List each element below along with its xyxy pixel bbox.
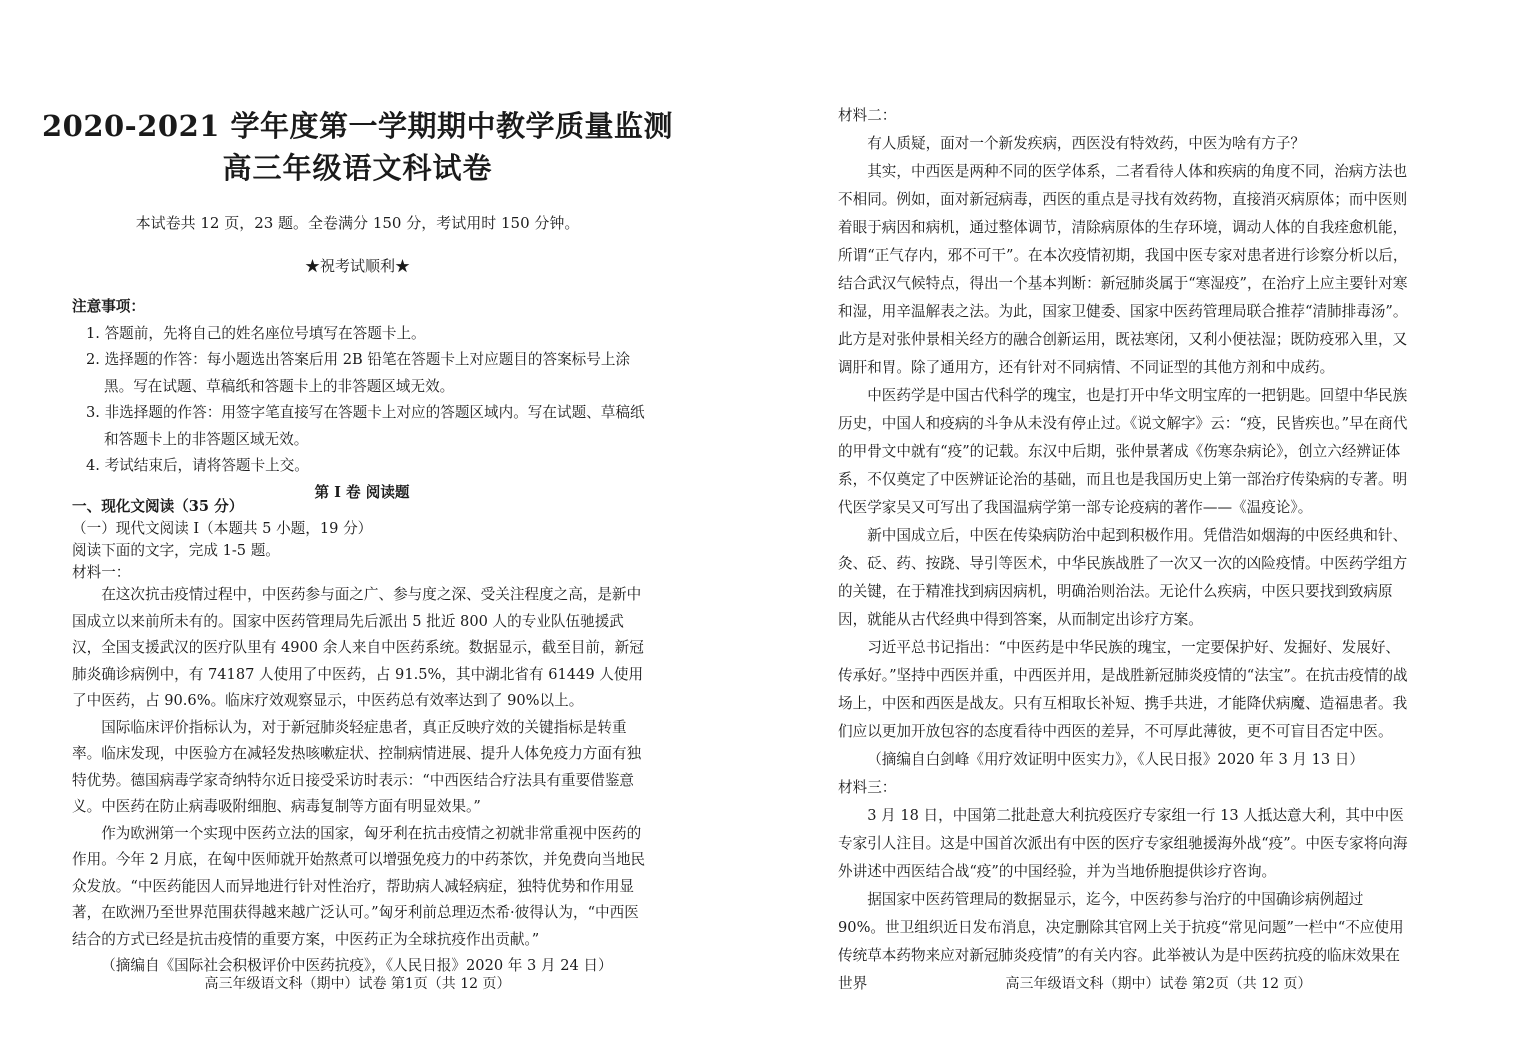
material-2-paragraph: 中医药学是中国古代科学的瑰宝，也是打开中华文明宝库的一把钥匙。回望中华民族历史，中国人和疫病的斗争从未没有停止过。《说文解字》云：“疫，民皆疾也。”早在商代的甲骨文中就有“疫”的记载。东汉中后期，张仲景著成《伤寒杂病论》，创立六经辨证体系，不仅奠定了中医辨证论治的基础，而且也是我国历史上第一部治疗传染病的专著。明代医学家吴又可写出了我国温病学第一部专论疫病的著作——《温疫论》。 — [838, 387, 1408, 516]
notice-block — [72, 294, 652, 506]
section-heading: 一、现化文阅读（35 分） — [72, 498, 244, 515]
material-1-body — [72, 582, 652, 980]
page-footer-2: 高三年级语文科（期中）试卷 第2页（共 12 页） — [1005, 976, 1312, 992]
material-1-paragraph: 在这次抗击疫情过程中，中医药参与面之广、参与度之深、受关注程度之高，是新中国成立以来前所未有的。国家中医药管理局先后派出 5 批近 800 人的专业队伍驰援武汉，全国支援武汉的医疗队里有 4900 余人来自中医药系统。数据显示，截至目前，新冠肺炎确诊病例中，有 74187 人使用了中医药，占 91.5%，其中湖北省有 61449 人使用了中医药，占 90.6%。临床疗效观察显示，中医药总有效率达到了 90%以上。 — [72, 586, 644, 709]
material-2-label: 材料二： — [838, 107, 897, 124]
material-1-paragraph: 作为欧洲第一个实现中医药立法的国家，匈牙利在抗击疫情之初就非常重视中医药的作用。今年 2 月底，在匈中医师就开始熬煮可以增强免疫力的中药茶饮，并免费向当地民众发放。“中医药能因人而异地进行针对性治疗，帮助病人减轻病症，独特优势和作用显著，在欧洲乃至世界范围获得越来越广泛认可。”匈牙利前总理迈杰希·彼得认为，“中西医结合的方式已经是抗击疫情的重要方案，中医药正为全球抗疫作出贡献。” — [72, 824, 646, 948]
material-2-paragraph: 新中国成立后，中医在传染病防治中起到积极作用。凭借浩如烟海的中医经典和针、灸、砭、药、按跷、导引等医术，中华民族战胜了一次又一次的凶险疫情。中医药学组方的关键，在于精准找到病因病机，明确治则治法。无论什么疾病，中医只要找到致病原因，就能从古代经典中得到答案，从而制定出诊疗方案。 — [838, 527, 1408, 628]
material-2-body — [838, 102, 1413, 998]
material-2-paragraph: 有人质疑，面对一个新发疾病，西医没有特效药，中医为啥有方子？ — [867, 135, 1306, 152]
material-1-paragraph: 国际临床评价指标认为，对于新冠肺炎轻症患者，真正反映疗效的关键指标是转重率。临床发现，中医验方在减轻发热咳嗽症状、控制病情进展、提升人体免疫力方面有独特优势。德国病毒学家奇纳特尔近日接受采访时表示：“中西医结合疗法具有重要借鉴意义。中医药在防止病毒吸附细胞、病毒复制等方面有明显效果。” — [72, 718, 642, 815]
material-2-paragraph: 习近平总书记指出：“中医药是中华民族的瑰宝，一定要保护好、发掘好、发展好、传承好。”坚持中西医并重，中西医并用，是战胜新冠肺炎疫情的“法宝”。在抗击疫情的战场上，中医和西医是战友。只有互相取长补短、携手共进，才能降伏病魔、造福患者。我们应以更加开放包容的态度看待中西医的差异，不可厚此薄彼，更不可盲目否定中医。 — [838, 639, 1408, 740]
material-2-source: （摘编自白剑峰《用疗效证明中医实力》，《人民日报》2020 年 3 月 13 日） — [867, 751, 1364, 768]
exam-title-line1: 2020-2021 学年度第一学期期中教学质量监测 — [41, 109, 674, 143]
notice-item-4: 4. 考试结束后，请将答题卡上交。 — [86, 457, 309, 474]
exam-info: 本试卷共 12 页，23 题。全卷满分 150 分，考试用时 150 分钟。 — [135, 214, 580, 232]
left-page — [0, 0, 715, 1053]
material-3-label: 材料三： — [838, 779, 897, 796]
notice-heading: 注意事项： — [72, 298, 145, 315]
material-2-paragraph: 其实，中西医是两种不同的医学体系，二者看待人体和疾病的角度不同，治病方法也不相同。例如，面对新冠病毒，西医的重点是寻找有效药物，直接消灭病原体；而中医则着眼于病因和病机，通过整体调节，清除病原体的生存环境，调动人体的自我痊愈机能，所谓“正气存内，邪不可干”。在本次疫情初期，我国中医专家对患者进行诊察分析以后，结合武汉气候特点，得出一个基本判断：新冠肺炎属于“寒湿疫”，在治疗上应主要针对寒和湿，用辛温解表之法。为此，国家卫健委、国家中医药管理局联合推荐“清肺排毒汤”。此方是对张仲景相关经方的融合创新运用，既祛寒闭，又利小便祛湿；既防疫邪入里，又调肝和胃。除了通用方，还有针对不同病情、不同证型的其他方剂和中成药。 — [838, 163, 1408, 376]
subsection-heading: （一）现代文阅读 I（本题共 5 小题，19 分） — [72, 520, 373, 537]
right-page — [790, 0, 1527, 1053]
material-1-label: 材料一： — [72, 564, 131, 581]
notice-item-2: 2. 选择题的作答：每小题选出答案后用 2B 铅笔在答题卡上对应题目的答案标号上涂黑。写在试题、草稿纸和答题卡上的非答题区域无效。 — [86, 351, 631, 395]
notice-item-3: 3. 非选择题的作答：用签字笔直接写在答题卡上对应的答题区域内。写在试题、草稿纸和答题卡上的非答题区域无效。 — [86, 404, 645, 448]
volume-heading: 第 Ⅰ 卷 阅读题 — [314, 483, 410, 501]
page-footer-1: 高三年级语文科（期中）试卷 第1页（共 12 页） — [204, 976, 511, 992]
material-1-source: （摘编自《国际社会积极评价中医药抗疫》，《人民日报》2020 年 3 月 24 日） — [101, 957, 613, 974]
exam-title-line2: 高三年级语文科试卷 — [222, 151, 493, 185]
good-luck-line: ★祝考试顺利★ — [304, 257, 410, 275]
notice-item-1: 1. 答题前，先将自己的姓名座位号填写在答题卡上。 — [86, 324, 426, 342]
reading-instruction: 阅读下面的文字，完成 1-5 题。 — [72, 542, 280, 559]
section-headings — [72, 496, 652, 584]
material-3-paragraph: 据国家中医药管理局的数据显示，迄今，中医药参与治疗的中国确诊病例超过 90%。世卫组织近日发布消息，决定删除其官网上关于抗疫“常见问题”一栏中“不应使用传统草本药物来应对新冠肺炎疫情”的有关内容。此举被认为是中医药抗疫的临床效果在世界 — [838, 891, 1404, 992]
material-3-paragraph: 3 月 18 日，中国第二批赴意大利抗疫医疗专家组一行 13 人抵达意大利，其中中医专家引人注目。这是中国首次派出有中医的医疗专家组驰援海外战“疫”。中医专家将向海外讲述中西医结合战“疫”的中国经验，并为当地侨胞提供诊疗咨询。 — [838, 807, 1408, 880]
